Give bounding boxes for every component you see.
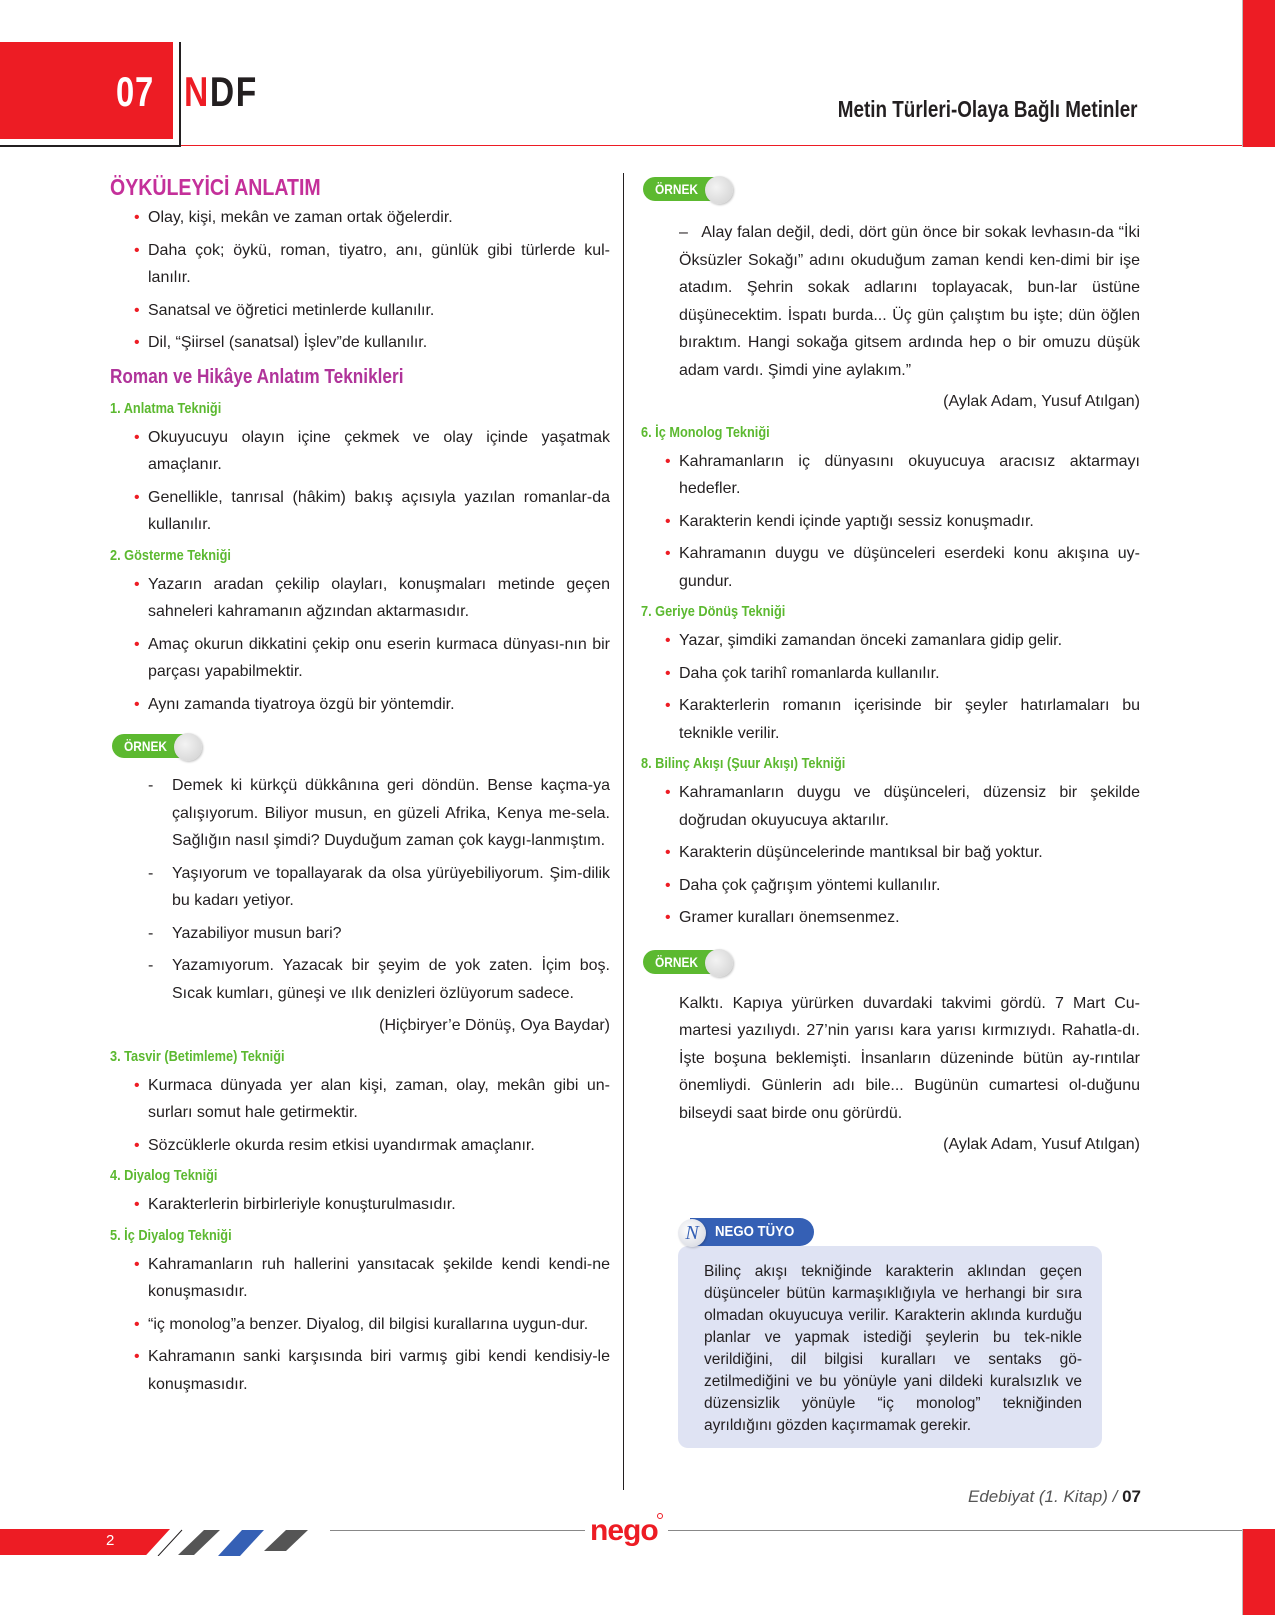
bullet-icon: • bbox=[665, 697, 671, 714]
page-title: Metin Türleri-Olaya Bağlı Metinler bbox=[838, 96, 1138, 122]
bullet-icon: • bbox=[665, 545, 671, 562]
bullet-icon: • bbox=[134, 334, 140, 351]
intro-bullet-list bbox=[134, 204, 610, 357]
bullet-icon: • bbox=[134, 488, 140, 506]
technique-bullet-list bbox=[665, 779, 1140, 932]
list-item: • Kahramanın duygu ve düşünceleri eserdeki konu akışına uy-gundur. bbox=[665, 540, 1140, 595]
bullet-icon: • bbox=[665, 844, 671, 861]
list-item: • Kurmaca dünyada yer alan kişi, zaman, olay, mekân gibi un-surları somut hale getirmektir. bbox=[134, 1072, 610, 1127]
example-source: (Aylak Adam, Yusuf Atılgan) bbox=[943, 1136, 1140, 1153]
brand-logo bbox=[184, 68, 258, 116]
list-item: • Kahramanların ruh hallerini yansıtacak şekilde kendi kendi-ne konuşmasıdır. bbox=[134, 1251, 610, 1306]
list-item: • Yazarın aradan çekilip olayları, konuşmaları metinde geçen sahneleri kahramanın ağzından aktarmasıdır. bbox=[134, 571, 610, 626]
bullet-icon: • bbox=[134, 209, 140, 226]
nego-logo bbox=[588, 1508, 666, 1550]
list-item: • Daha çok çağrışım yöntemi kullanılır. bbox=[665, 872, 1140, 900]
technique-bullet-list bbox=[134, 571, 610, 719]
footer-slash-line bbox=[158, 1530, 182, 1556]
dash-icon: - bbox=[148, 864, 154, 882]
list-item: • Okuyucuyu olayın içine çekmek ve olay içinde yaşatmak amaçlanır. bbox=[134, 424, 610, 479]
example-dialogue bbox=[148, 772, 610, 1007]
column-divider bbox=[623, 173, 624, 1490]
technique-title: 7. Geriye Dönüş Tekniği bbox=[641, 603, 786, 620]
footer-rule-right bbox=[668, 1530, 1242, 1531]
technique-title: 1. Anlatma Tekniği bbox=[110, 399, 222, 417]
header-rule-red bbox=[181, 145, 1242, 146]
header-divider bbox=[179, 42, 181, 147]
tip-text: Bilinç akışı tekniğinde karakterin aklından geçen düşünceler bütün karmaşıklığıyla ve herhangi bir sıra olmadan okuyucuya verilir. Karakterin aklında kurduğu planlar ve yapmak istediği şeylerin bu tek-nikle verildiğini, dil bilgisi kuralları ve sentaks gö-zetilmediğini ve bu yönüyle yani dildeki kuralsızlık ve düzensizlik yönüyle “iç monolog” tekniğinden ayrıldığını gözden kaçırmamak gerekir. bbox=[704, 1263, 1082, 1434]
toggle-knob-icon bbox=[174, 733, 202, 761]
technique-bullet-list bbox=[665, 627, 1140, 747]
bullet-icon: • bbox=[665, 512, 671, 530]
edge-tab-bottom bbox=[1242, 1529, 1275, 1615]
example-label: ÖRNEK bbox=[655, 953, 698, 970]
list-item: • Kahramanların duygu ve düşünceleri, düzensiz bir şekilde doğrudan okuyucuya aktarılır. bbox=[665, 779, 1140, 834]
footer-stripes bbox=[150, 1529, 330, 1556]
list-item: • Aynı zamanda tiyatroya özgü bir yöntemdir. bbox=[134, 691, 610, 719]
list-item: • Gramer kuralları önemsenmez. bbox=[665, 904, 1140, 932]
list-item: • Genellikle, tanrısal (hâkim) bakış açısıyla yazılan romanlar-da kullanılır. bbox=[134, 484, 610, 539]
technique-title: 2. Gösterme Tekniği bbox=[110, 546, 231, 564]
list-item: • Karakterin kendi içinde yaptığı sessiz konuşmadır. bbox=[665, 508, 1140, 536]
unit-number: 07 bbox=[116, 68, 155, 115]
example-badge bbox=[643, 948, 735, 978]
bullet-icon: • bbox=[665, 452, 671, 470]
bullet-icon: • bbox=[134, 635, 140, 653]
left-column bbox=[110, 170, 610, 1403]
footer-rule-left bbox=[330, 1530, 585, 1531]
bullet-icon: • bbox=[134, 695, 140, 713]
footer-stripe-gray bbox=[178, 1530, 220, 1555]
footer-red-bar bbox=[0, 1529, 170, 1555]
dialogue-line: - Yaşıyorum ve topallayarak da olsa yürüyebiliyorum. Şim-dilik bu kadarı yetiyor. bbox=[148, 860, 610, 915]
technique-bullet-list bbox=[134, 424, 610, 539]
dash-icon: - bbox=[148, 924, 154, 942]
toggle-knob-icon bbox=[705, 176, 733, 204]
example-source: (Hiçbiryer’e Dönüş, Oya Baydar) bbox=[379, 1017, 610, 1034]
bullet-icon: • bbox=[665, 876, 671, 894]
nego-logo-text: nego bbox=[590, 1514, 658, 1547]
example-label: ÖRNEK bbox=[655, 181, 698, 197]
list-item: • Yazar, şimdiki zamandan önceki zamanlara gidip gelir. bbox=[665, 627, 1140, 655]
brand-letter-n: N bbox=[184, 68, 210, 115]
list-item: • “iç monolog”a benzer. Diyalog, dil bilgisi kurallarına uygun-dur. bbox=[134, 1311, 610, 1339]
example-source: (Aylak Adam, Yusuf Atılgan) bbox=[943, 393, 1140, 410]
footer-stripe-gray bbox=[264, 1530, 308, 1551]
tip-label: NEGO TÜYO bbox=[715, 1223, 795, 1240]
bullet-icon: • bbox=[134, 301, 140, 319]
list-item: • Sanatsal ve öğretici metinlerde kullanılır. bbox=[134, 297, 610, 325]
technique-bullet-list bbox=[665, 448, 1140, 596]
dash-icon: - bbox=[148, 957, 154, 974]
subsection-title: Roman ve Hikâye Anlatım Teknikleri bbox=[110, 365, 404, 388]
tip-header bbox=[678, 1218, 814, 1248]
bullet-icon: • bbox=[665, 909, 671, 926]
bullet-icon: • bbox=[134, 1196, 140, 1213]
technique-title: 4. Diyalog Tekniği bbox=[110, 1167, 218, 1184]
right-column bbox=[641, 170, 1140, 1161]
bullet-icon: • bbox=[134, 241, 140, 259]
example-label: ÖRNEK bbox=[124, 738, 167, 754]
bullet-icon: • bbox=[665, 632, 671, 649]
dialogue-line: - Demek ki kürkçü dükkânına geri döndün. Bense kaçma-ya çalışıyorum. Biliyor musun, en güzeli Afrika, Kenya me-sela. Sağlığın nasıl şimdi? Duyduğum zaman çok kaygı-lanmıştım. bbox=[148, 772, 610, 855]
list-item: • Karakterlerin romanın içerisinde bir şeyler hatırlamaları bu teknikle verilir. bbox=[665, 692, 1140, 747]
technique-title: 6. İç Monolog Tekniği bbox=[641, 423, 770, 441]
technique-bullet-list bbox=[134, 1191, 610, 1219]
technique-title: 3. Tasvir (Betimleme) Tekniği bbox=[110, 1047, 285, 1065]
bullet-icon: • bbox=[134, 1315, 140, 1333]
dash-icon: – bbox=[679, 224, 688, 241]
example-text: Kalktı. Kapıya yürürken duvardaki takvimi gördü. 7 Mart Cu-martesi yazılıydı. 27’nin yarısı kara yarısı kırmızıydı. Rahatla-dı. İşte boşuna beklemişti. İnsanların düzeninde bütün ay-rıntılar önemliydi. Günlerin adı bile... Bugünün cumartesi ol-duğunu bilseydi saat birde onu görürdü. bbox=[679, 994, 1140, 1122]
list-item: • Karakterin düşüncelerinde mantıksal bir bağ yoktur. bbox=[665, 839, 1140, 867]
technique-bullet-list bbox=[134, 1072, 610, 1160]
list-item: • Kahramanların iç dünyasını okuyucuya aracısız aktarmayı hedefler. bbox=[665, 448, 1140, 503]
book-title: Edebiyat (1. Kitap) / 07 bbox=[968, 1487, 1141, 1506]
list-item: • Olay, kişi, mekân ve zaman ortak öğelerdir. bbox=[134, 204, 610, 232]
footer-stripe-blue bbox=[218, 1530, 264, 1556]
section-title: ÖYKÜLEYİCİ ANLATIM bbox=[110, 174, 321, 200]
tip-box-body bbox=[678, 1246, 1102, 1448]
dialogue-line: - Yazamıyorum. Yazacak bir şeyim de yok zaten. İçim boş. Sıcak kumları, güneşi ve ılık denizleri özlüyorum sadece. bbox=[148, 952, 610, 1007]
bullet-icon: • bbox=[134, 1348, 140, 1365]
technique-bullet-list bbox=[134, 1251, 610, 1399]
page-number: 2 bbox=[106, 1532, 115, 1549]
bullet-icon: • bbox=[134, 1076, 140, 1094]
list-item: • Daha çok; öykü, roman, tiyatro, anı, günlük gibi türlerde kul-lanılır. bbox=[134, 237, 610, 292]
bullet-icon: • bbox=[134, 575, 140, 593]
technique-title: 8. Bilinç Akışı (Şuur Akışı) Tekniği bbox=[641, 755, 846, 772]
nego-n-icon: N bbox=[678, 1219, 706, 1247]
bullet-icon: • bbox=[665, 784, 671, 801]
list-item: • Sözcüklerle okurda resim etkisi uyandırmak amaçlanır. bbox=[134, 1132, 610, 1160]
bullet-icon: • bbox=[134, 428, 140, 446]
edge-tab-top bbox=[1242, 0, 1275, 147]
list-item: • Daha çok tarihî romanlarda kullanılır. bbox=[665, 660, 1140, 688]
dialogue-line: - Yazabiliyor musun bari? bbox=[148, 920, 610, 948]
list-item: • Amaç okurun dikkatini çekip onu eserin kurmaca dünyası-nın bir parçası yapabilmektir. bbox=[134, 631, 610, 686]
bullet-icon: • bbox=[134, 1136, 140, 1154]
header-rule-dark bbox=[0, 145, 181, 147]
registered-mark-icon bbox=[658, 1514, 663, 1519]
dash-icon: - bbox=[148, 777, 154, 794]
brand-letters-df: DF bbox=[209, 68, 258, 115]
bullet-icon: • bbox=[134, 1255, 140, 1273]
example-text: – Alay falan değil, dedi, dört gün önce bir sokak levhasın-da “İki Öksüzler Sokağı” adını okuduğum zaman kendi ken-dimi bir işe atadım. Şehrin sokak adlarını toplayacak, bun-lar üstüne düşünecektim. İspatı burda... Üç gün çalıştım bu işte; dün öğlen bıraktım. Hangi sokağa gitsem ardında hep o bir omuzu düşük adam vardı. Şimdi yine aylakım.” bbox=[679, 224, 1140, 379]
toggle-knob-icon bbox=[705, 949, 733, 977]
list-item: • Kahramanın sanki karşısında biri varmış gibi kendi kendisiy-le konuşmasıdır. bbox=[134, 1343, 610, 1398]
example-badge bbox=[112, 732, 204, 762]
list-item: • Dil, “Şiirsel (sanatsal) İşlev”de kullanılır. bbox=[134, 329, 610, 357]
technique-title: 5. İç Diyalog Tekniği bbox=[110, 1226, 232, 1244]
list-item: • Karakterlerin birbirleriyle konuşturulmasıdır. bbox=[134, 1191, 610, 1219]
example-badge bbox=[643, 175, 735, 205]
bullet-icon: • bbox=[665, 664, 671, 682]
